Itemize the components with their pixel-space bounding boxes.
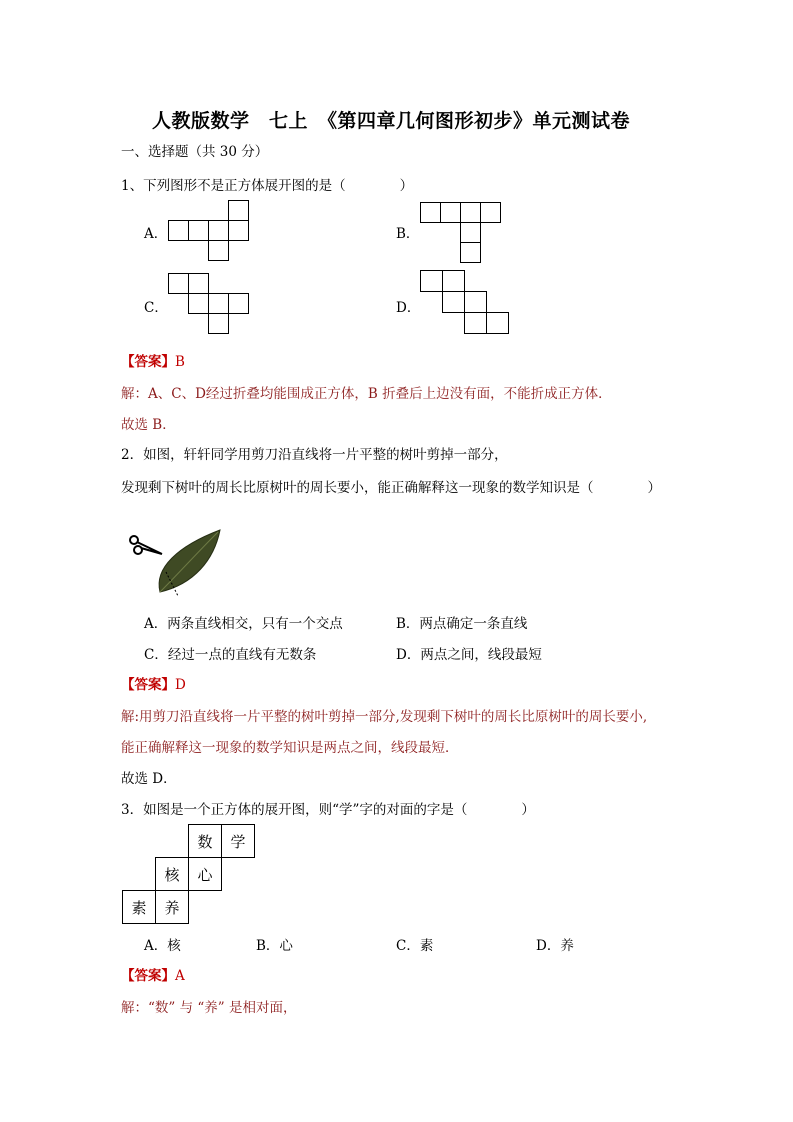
net-cell-he: 核 bbox=[155, 857, 189, 891]
net-cell-su: 素 bbox=[122, 890, 156, 924]
q2-explanation-line1: 解:用剪刀沿直线将一片平整的树叶剪掉一部分,发现剩下树叶的周长比原树叶的周长要小, bbox=[121, 709, 648, 725]
q1-option-a-label: A． bbox=[144, 226, 168, 242]
page-title: 人教版数学 七上 《第四章几何图形初步》单元测试卷 bbox=[152, 110, 631, 132]
q2-option-a: A．两条直线相交，只有一个交点 bbox=[144, 616, 343, 632]
q2-answer-value: D bbox=[175, 677, 186, 693]
leaf-scissors-figure bbox=[126, 524, 226, 596]
q2-stem-line1: 2．如图，轩轩同学用剪刀沿直线将一片平整的树叶剪掉一部分， bbox=[121, 447, 508, 463]
q1-answer-value: B bbox=[175, 354, 185, 370]
q1-option-c-label: C． bbox=[144, 300, 168, 316]
q3-option-b: B．心 bbox=[256, 938, 293, 954]
q3-explanation: 解：“数” 与 “养” 是相对面， bbox=[121, 1000, 297, 1016]
section-heading: 一、选择题（共 30 分） bbox=[121, 144, 269, 160]
q2-option-c: C．经过一点的直线有无数条 bbox=[144, 647, 317, 663]
q1-conclusion: 故选 B． bbox=[121, 417, 176, 433]
answer-tag: 【答案】 bbox=[121, 677, 175, 693]
q1-explanation: 解：A、C、D经过折叠均能围成正方体，B 折叠后上边没有面，不能折成正方体． bbox=[121, 386, 612, 402]
net-cell-yang: 养 bbox=[155, 890, 189, 924]
leaf-icon bbox=[159, 530, 220, 596]
q2-answer bbox=[121, 673, 186, 693]
q3-option-c: C．素 bbox=[396, 938, 434, 954]
q1-answer bbox=[121, 350, 185, 370]
q1-option-b-label: B． bbox=[396, 226, 420, 242]
q2-conclusion: 故选 D． bbox=[121, 771, 177, 787]
net-cell-xin: 心 bbox=[188, 857, 222, 891]
q3-option-d: D．养 bbox=[536, 938, 574, 954]
q3-stem: 3．如图是一个正方体的展开图，则“学”字的对面的字是（ ） bbox=[121, 802, 535, 818]
q2-option-d: D．两点之间，线段最短 bbox=[396, 647, 542, 663]
answer-tag: 【答案】 bbox=[121, 968, 175, 984]
answer-tag: 【答案】 bbox=[121, 354, 175, 370]
net-cell-shu: 数 bbox=[188, 824, 222, 858]
q3-answer-value: A bbox=[175, 968, 185, 984]
q1-option-d-label: D． bbox=[396, 300, 421, 316]
q1-stem: 1、下列图形不是正方体展开图的是（ ） bbox=[121, 178, 414, 194]
q2-option-b: B．两点确定一条直线 bbox=[396, 616, 528, 632]
q3-option-a: A．核 bbox=[144, 938, 181, 954]
q3-answer bbox=[121, 964, 185, 984]
q2-stem-line2: 发现剩下树叶的周长比原树叶的周长要小，能正确解释这一现象的数学知识是（ ） bbox=[121, 480, 661, 496]
net-cell-xue: 学 bbox=[221, 824, 255, 858]
q2-explanation-line2: 能正确解释这一现象的数学知识是两点之间，线段最短． bbox=[121, 740, 459, 756]
scissors-icon bbox=[130, 536, 162, 554]
